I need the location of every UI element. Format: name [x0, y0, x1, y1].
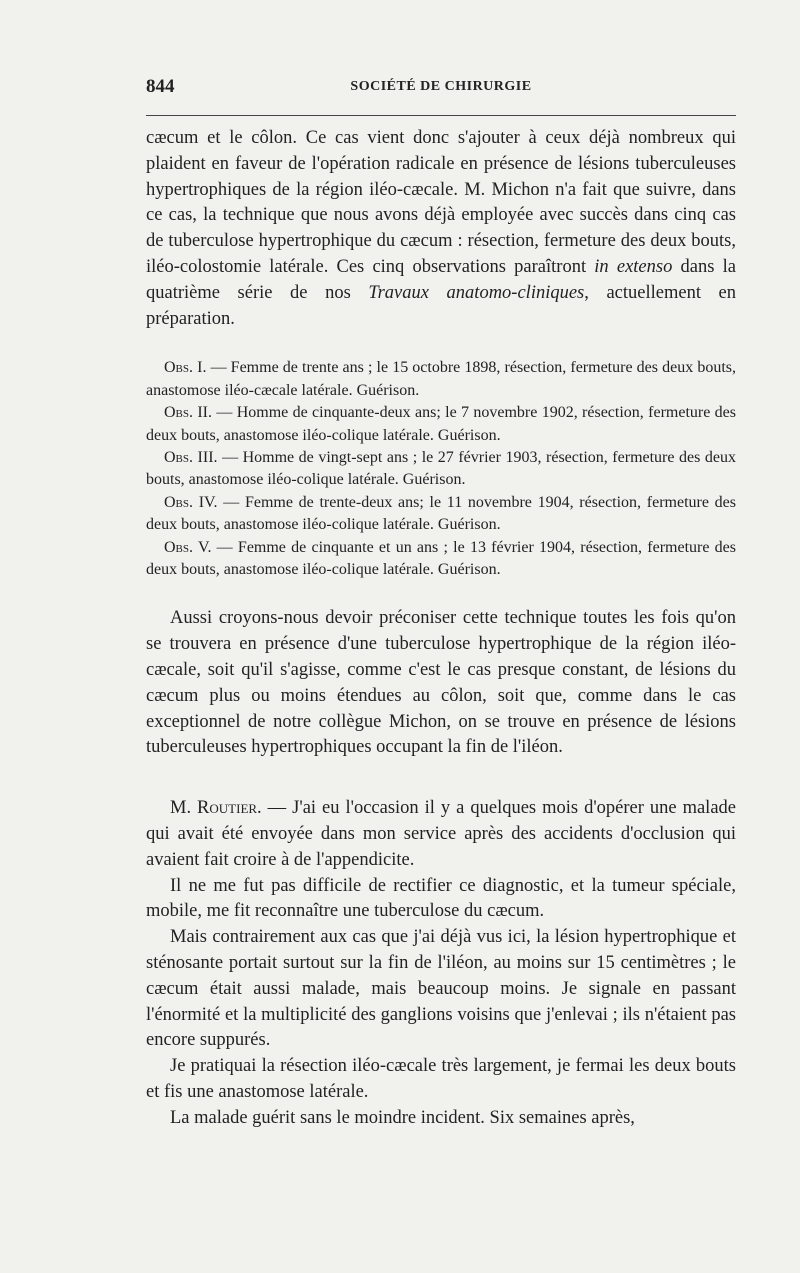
observation-item: Obs. I. — Femme de trente ans ; le 15 octobre 1898, résection, fermeture des deux bouts, anastomose iléo-cæcale latérale. Guérison.: [146, 359, 736, 399]
page-body: [146, 126, 736, 1132]
observation-item: Obs. V. — Femme de cinquante et un ans ; le 13 février 1904, résection, fermeture des deux bouts, anastomose iléo-colique latérale. Guérison.: [146, 538, 737, 579]
observation-item: Obs. III. — Homme de vingt-sept ans ; le 27 février 1903, résection, fermeture des deux bouts, anastomose iléo-colique latérale. Guérison.: [146, 449, 736, 489]
observation-item: Obs. IV. — Femme de trente-deux ans; le 11 novembre 1904, résection, fermeture des deux bouts, anastomose iléo-colique latérale. Guérison.: [146, 493, 736, 534]
observation-item: Obs. II. — Homme de cinquante-deux ans; le 7 novembre 1902, résection, fermeture des deux bouts, anastomose iléo-colique latérale. Guérison.: [146, 404, 736, 444]
routier-paragraph-2: Il ne me fut pas difficile de rectifier ce diagnostic, et la tumeur spéciale, mobile, me fit reconnaître une tuberculose du cæcum.: [146, 875, 736, 922]
conclusion-section: [146, 606, 736, 761]
page-number: 844: [146, 76, 175, 97]
observation-label: Obs. II.: [164, 404, 213, 422]
routier-paragraph-5: La malade guérit sans le moindre incident. Six semaines après,: [170, 1107, 635, 1128]
observation-label: Obs. I.: [164, 359, 207, 377]
italic-in-extenso: in extenso: [594, 256, 673, 277]
observations-list: [146, 357, 736, 581]
observation-label: Obs. III.: [164, 449, 218, 466]
routier-paragraph-4: Je pratiquai la résection iléo-cæcale très largement, je fermai les deux bouts et fis une anastomose latérale.: [146, 1056, 736, 1102]
observation-label: Obs. IV.: [164, 493, 218, 511]
intro-paragraph: cæcum et le côlon. Ce cas vient donc s'ajouter à ceux déjà nombreux qui plaident en faveur de l'opération radicale en présence de lésions tuberculeuses hypertrophiques de la région iléo-cæcale. M. Michon n'a fait que suivre, dans ce cas, la technique que nous avons déjà employée avec succès dans cinq cas de tuberculose hypertrophique du cæcum : résection, fermeture des deux bouts, iléo-colostomie latérale. Ces cinq observations paraîtront in extenso dans la quatrième série de nos Travaux anatomo-cliniques, actuellement en préparation.: [146, 128, 737, 329]
italic-travaux-title: Travaux anatomo-cliniques: [368, 282, 585, 303]
conclusion-paragraph: Aussi croyons-nous devoir préconiser cette technique toutes les fois qu'on se trouvera en présence d'une tuberculose hypertrophique de la région iléo-cæcale, soit qu'il s'agisse, comme c'est le cas presque constant, de lésions du cæcum plus ou moins étendues au côlon, soit que, comme dans le cas exceptionnel de notre collègue Michon, on se trouve en présence de lésions tuberculeuses hypertrophiques occupant la fin de l'iléon.: [146, 608, 736, 758]
observation-label: Obs. V.: [164, 538, 212, 556]
routier-paragraph-3: Mais contrairement aux cas que j'ai déjà vus ici, la lésion hypertrophique et sténosante portait surtout sur la fin de l'iléon, au moins sur 15 centimètres ; le cæcum était aussi malade, mais beaucoup moins. Je signale en passant l'énormité et la multiplicité des ganglions voisins que j'enlevai ; ils n'étaient pas encore suppurés.: [146, 927, 736, 1051]
page-header: [146, 76, 736, 102]
speaker-name: M. Routier.: [170, 798, 262, 819]
routier-paragraph-1: M. Routier. — J'ai eu l'occasion il y a quelques mois d'opérer une malade qui avait été envoyée dans mon service après des accidents d'occlusion qui avaient fait croire à de l'appendicite.: [146, 798, 736, 870]
intro-section: [146, 126, 736, 332]
routier-section: [146, 796, 736, 1131]
running-title: SOCIÉTÉ DE CHIRURGIE: [350, 79, 532, 94]
header-rule: [146, 115, 736, 116]
